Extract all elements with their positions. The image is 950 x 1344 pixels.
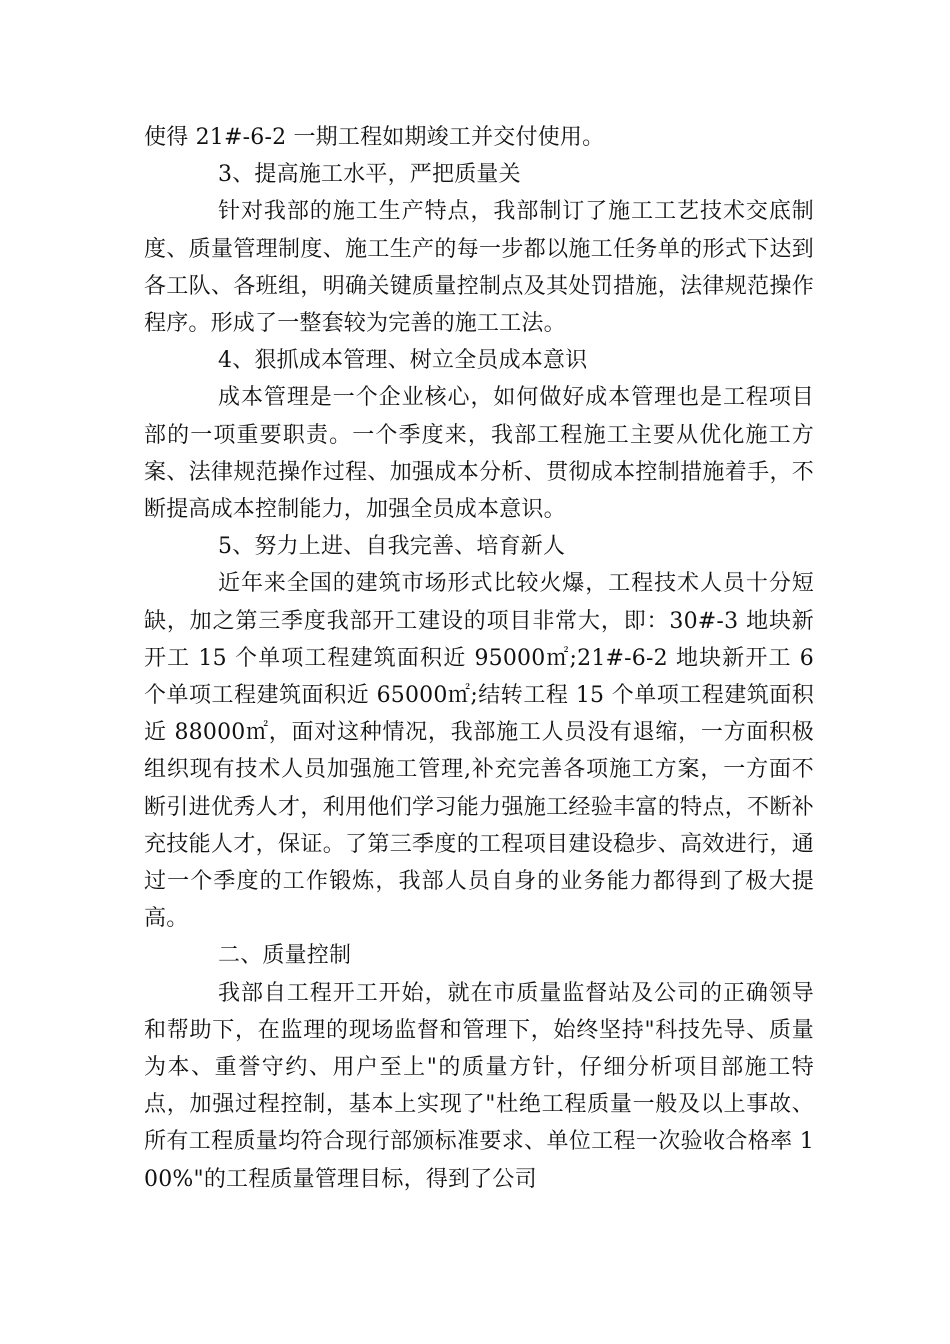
paragraph-quality-system: 针对我部的施工生产特点，我部制订了施工工艺技术交底制度、质量管理制度、施工生产的每一步都以施工任务单的形式下达到各工队、各班组，明确关键质量控制点及其处罚措施，法律规范操作程序。形成了一整套较为完善的施工工法。	[144, 199, 814, 337]
section-heading-4: 4、狠抓成本管理、树立全员成本意识	[218, 348, 588, 374]
paragraph-talent-development: 近年来全国的建筑市场形式比较火爆，工程技术人员十分短缺，加之第三季度我部开工建设的项目非常大，即：30#-3 地块新开工 15 个单项工程建筑面积近 95000㎡;21#-6-2 地块新开工 6 个单项工程建筑面积近 65000㎡;结转工程 15 个单项工程建筑面积近 88000㎡，面对这种情况，我部施工人员没有退缩，一方面积极组织现有技术人员加强施工管理,补充完善各项施工方案，一方面不断引进优秀人才，利用他们学习能力强施工经验丰富的特点，不断补充技能人才，保证。了第三季度的工程项目建设稳步、高效进行，通过一个季度的工作锻炼，我部人员自身的业务能力都得到了极大提高。	[144, 571, 814, 932]
document-body	[144, 119, 814, 1198]
section-heading-quality-control: 二、质量控制	[218, 943, 352, 969]
paragraph-quality-control: 我部自工程开工开始，就在市质量监督站及公司的正确领导和帮助下，在监理的现场监督和管理下，始终坚持"科技先导、质量为本、重誉守约、用户至上"的质量方针，仔细分析项目部施工特点，加强过程控制，基本上实现了"杜绝工程质量一般及以上事故、所有工程质量均符合现行部颁标准要求、单位工程一次验收合格率 100%"的工程质量管理目标，得到了公司	[144, 980, 814, 1192]
section-heading-3: 3、提高施工水平，严把质量关	[218, 162, 521, 188]
paragraph-cost-management: 成本管理是一个企业核心，如何做好成本管理也是工程项目部的一项重要职责。一个季度来，我部工程施工主要从优化施工方案、法律规范操作过程、加强成本分析、贯彻成本控制措施着手，不断提高成本控制能力，加强全员成本意识。	[144, 385, 814, 523]
section-heading-5: 5、努力上进、自我完善、培育新人	[218, 534, 566, 560]
paragraph-continuation: 使得 21#-6-2 一期工程如期竣工并交付使用。	[144, 125, 605, 150]
